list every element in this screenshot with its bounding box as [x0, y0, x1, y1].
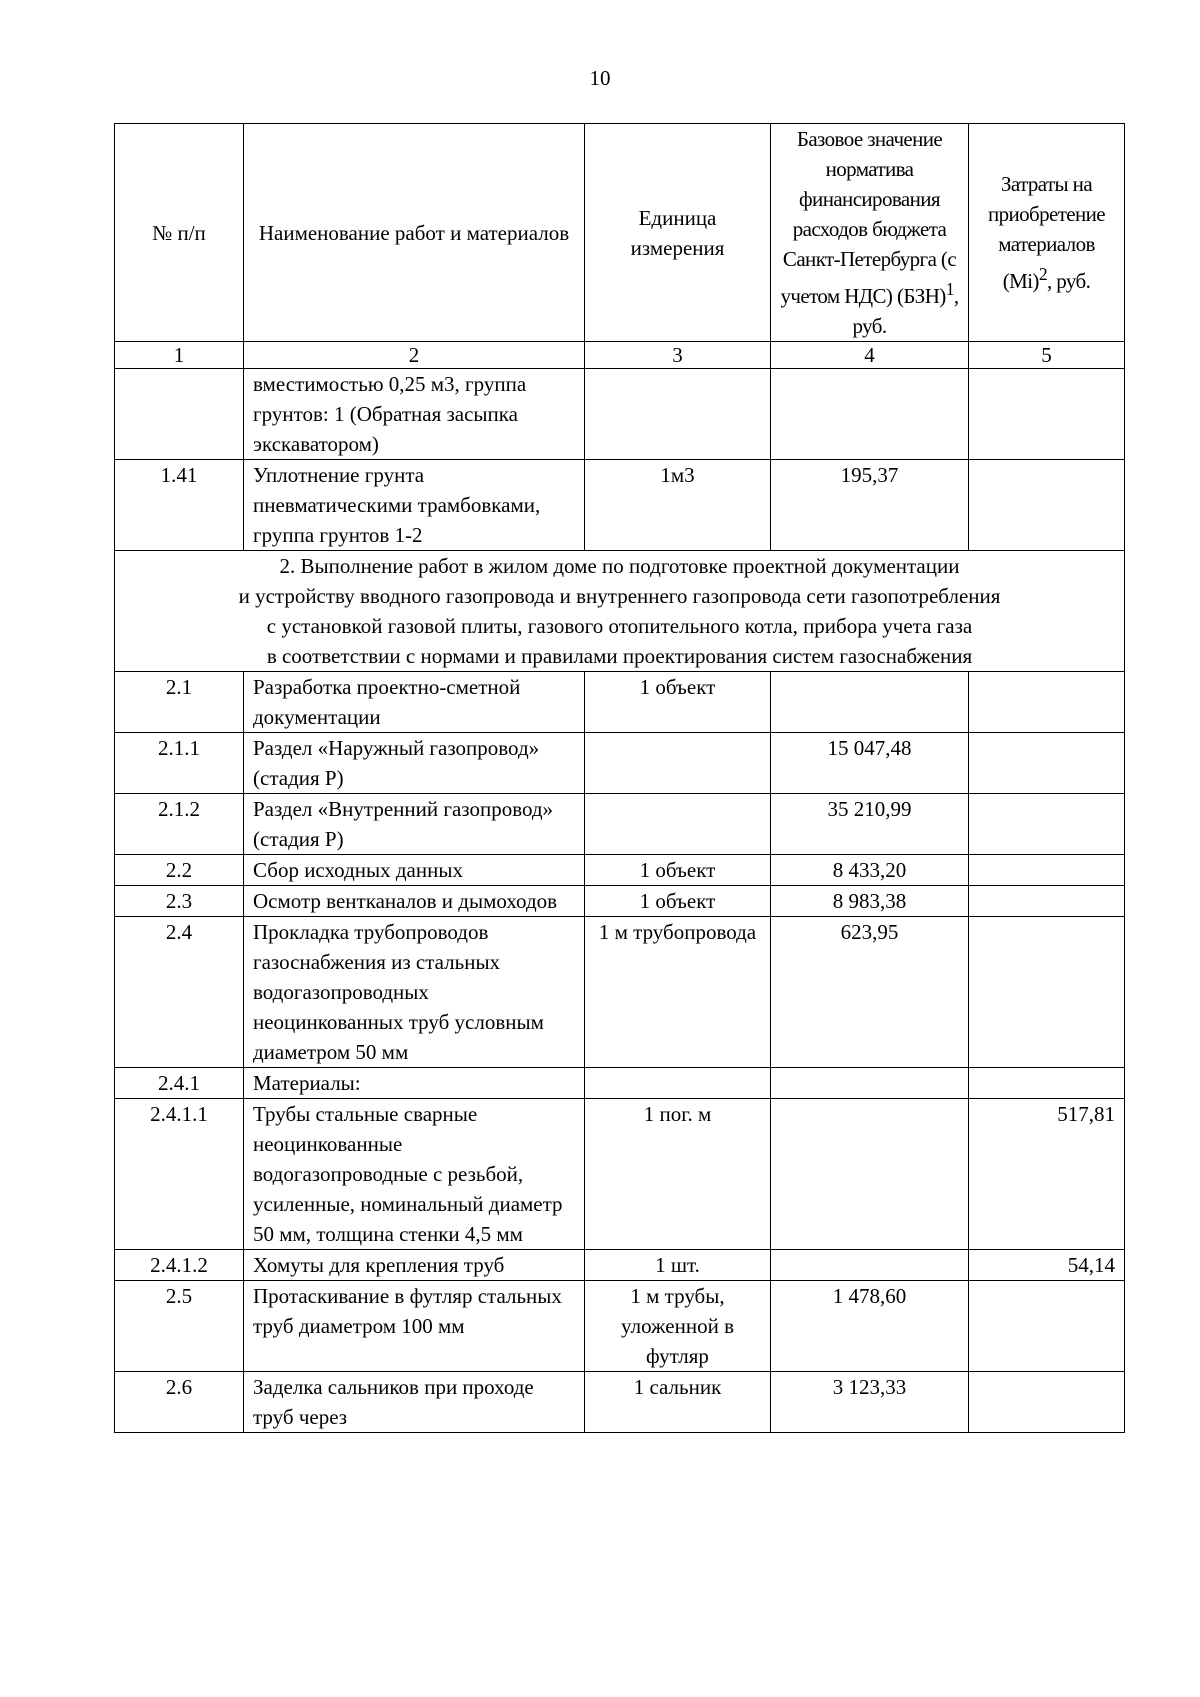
row-base: 35 210,99: [771, 794, 969, 855]
row-unit: 1м3: [585, 460, 771, 551]
row-num: 2.4.1: [115, 1068, 244, 1099]
row-num: 2.4.1.2: [115, 1250, 244, 1281]
row-name: Уплотнение грунта пневматическими трамбовками, группа грунтов 1-2: [244, 460, 585, 551]
table-row: [115, 1068, 1125, 1099]
row-num: 2.6: [115, 1372, 244, 1433]
row-num: 2.3: [115, 886, 244, 917]
row-unit: 1 объект: [585, 886, 771, 917]
table-row: [115, 886, 1125, 917]
row-num: 2.1.2: [115, 794, 244, 855]
row-base: 8 433,20: [771, 855, 969, 886]
cost-table: [114, 123, 1125, 1433]
table-row: [115, 794, 1125, 855]
column-number: 2: [244, 342, 585, 369]
header-name: Наименование работ и материалов: [244, 124, 585, 342]
section-2-line: 2. Выполнение работ в жилом доме по подготовке проектной документации: [279, 554, 960, 578]
row-unit: 1 м трубопровода: [585, 917, 771, 1068]
row-base: 15 047,48: [771, 733, 969, 794]
row-name: Хомуты для крепления труб: [244, 1250, 585, 1281]
header-base: Базовое значение норматива финансирования расходов бюджета Санкт-Петербурга (с учетом НДС) (БЗН)$^1$, руб.: [771, 124, 969, 342]
row-cost: 517,81: [969, 1099, 1125, 1250]
row-name: Сбор исходных данных: [244, 855, 585, 886]
column-number: 5: [969, 342, 1125, 369]
row-name: Разработка проектно-сметной документации: [244, 672, 585, 733]
section-2-heading: [115, 551, 1125, 672]
row-unit: 1 м трубы, уложенной в футляр: [585, 1281, 771, 1372]
section-2-line: и устройству вводного газопровода и внутреннего газопровода сети газопотребления: [238, 584, 1001, 608]
row-cost: [969, 672, 1125, 733]
row-cost: [969, 794, 1125, 855]
section-2-line: в соответствии с нормами и правилами проектирования систем газоснабжения: [266, 644, 973, 668]
row-num: 1.41: [115, 460, 244, 551]
row-name: Протаскивание в футляр стальных труб диаметром 100 мм: [244, 1281, 585, 1372]
row-unit: [585, 733, 771, 794]
row-num: 2.2: [115, 855, 244, 886]
row-name: Раздел «Наружный газопровод» (стадия Р): [244, 733, 585, 794]
table-row: [115, 1281, 1125, 1372]
header-cost: Затраты на приобретение материалов $(Mi)^2$, руб.: [969, 124, 1125, 342]
section-header-row: [115, 551, 1125, 672]
row-cost: [969, 733, 1125, 794]
table-row: [115, 1099, 1125, 1250]
row-cost: 54,14: [969, 1250, 1125, 1281]
row-name: Раздел «Внутренний газопровод» (стадия Р): [244, 794, 585, 855]
row-cost: [969, 917, 1125, 1068]
row-unit: 1 сальник: [585, 1372, 771, 1433]
row-unit: [585, 794, 771, 855]
row-base: 3 123,33: [771, 1372, 969, 1433]
row-cost: [969, 1068, 1125, 1099]
row-unit: [585, 1068, 771, 1099]
table-row: [115, 855, 1125, 886]
row-cost: [969, 886, 1125, 917]
column-number-row: [115, 342, 1125, 369]
table-row: [115, 1250, 1125, 1281]
section-2-line: с установкой газовой плиты, газового отопительного котла, прибора учета газа: [266, 614, 973, 638]
row-unit: [585, 369, 771, 460]
row-base: 8 983,38: [771, 886, 969, 917]
column-number: 1: [115, 342, 244, 369]
row-num: [115, 369, 244, 460]
row-base: [771, 1068, 969, 1099]
row-num: 2.5: [115, 1281, 244, 1372]
header-unit: Единица измерения: [585, 124, 771, 342]
header-num: № п/п: [115, 124, 244, 342]
row-name: Трубы стальные сварные неоцинкованные водогазопроводные с резьбой, усиленные, номинальный диаметр 50 мм, толщина стенки 4,5 мм: [244, 1099, 585, 1250]
row-name: Заделка сальников при проходе труб через: [244, 1372, 585, 1433]
table-row: [115, 460, 1125, 551]
row-unit: 1 пог. м: [585, 1099, 771, 1250]
table-row: [115, 672, 1125, 733]
table-row: [115, 1372, 1125, 1433]
column-number: 4: [771, 342, 969, 369]
row-base: [771, 369, 969, 460]
row-name: Осмотр вентканалов и дымоходов: [244, 886, 585, 917]
row-name: вместимостью 0,25 м3, группа грунтов: 1 (Обратная засыпка экскаватором): [244, 369, 585, 460]
table-row: [115, 917, 1125, 1068]
row-unit: 1 объект: [585, 672, 771, 733]
column-number: 3: [585, 342, 771, 369]
table-header-row: [115, 124, 1125, 342]
row-cost: [969, 855, 1125, 886]
row-base: [771, 1250, 969, 1281]
row-name: Прокладка трубопроводов газоснабжения из стальных водогазопроводных неоцинкованных труб условным диаметром 50 мм: [244, 917, 585, 1068]
row-num: 2.4.1.1: [115, 1099, 244, 1250]
row-num: 2.1: [115, 672, 244, 733]
row-cost: [969, 369, 1125, 460]
row-base: [771, 672, 969, 733]
row-base: 195,37: [771, 460, 969, 551]
table-row: [115, 369, 1125, 460]
row-cost: [969, 460, 1125, 551]
row-num: 2.4: [115, 917, 244, 1068]
row-base: [771, 1099, 969, 1250]
row-num: 2.1.1: [115, 733, 244, 794]
row-base: 1 478,60: [771, 1281, 969, 1372]
page-number: 10: [589, 66, 611, 90]
row-unit: 1 объект: [585, 855, 771, 886]
row-unit: 1 шт.: [585, 1250, 771, 1281]
row-base: 623,95: [771, 917, 969, 1068]
row-name: Материалы:: [244, 1068, 585, 1099]
row-cost: [969, 1281, 1125, 1372]
table-row: [115, 733, 1125, 794]
row-cost: [969, 1372, 1125, 1433]
